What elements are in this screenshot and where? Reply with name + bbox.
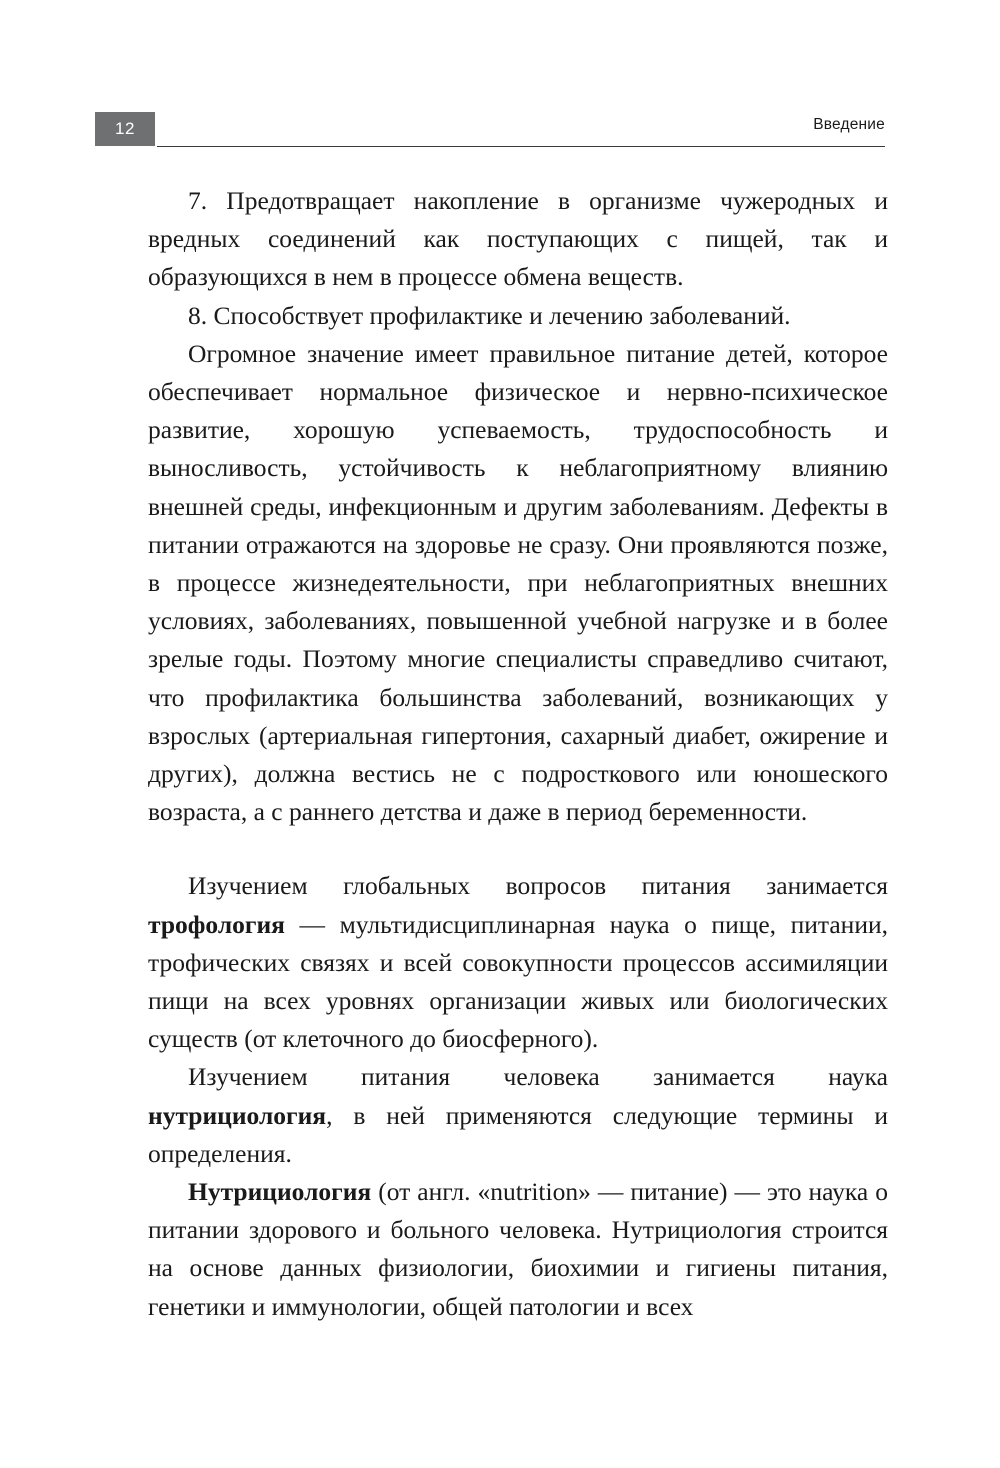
nutriciology-intro-text-2: , в ней применяются следующие термины и определения. xyxy=(148,1100,888,1168)
term-nutriciology-definition: Нутрициология xyxy=(188,1177,372,1207)
paragraph-7: 7. Предотвращает накопление в организме чужеродных и вредных соединений как поступающих с пищей, так и образующихся в нем в процессе обмена веществ. xyxy=(148,186,888,292)
header-divider xyxy=(157,146,885,147)
term-nutriciology-inline: нутрициология xyxy=(148,1100,327,1130)
paragraph-nutriciology-intro xyxy=(148,1058,888,1173)
paragraph-trophology xyxy=(148,867,888,1058)
paragraph-nutriciology-definition xyxy=(148,1173,888,1326)
paragraph-spacer xyxy=(148,831,888,867)
nutriciology-intro-text-1: Изучением питания человека занимается наука xyxy=(188,1062,888,1092)
term-trophology: трофология xyxy=(148,909,285,939)
page-content xyxy=(148,182,888,1326)
nutriciology-definition-text: (от англ. «nutrition» — питание) — это наука о питании здорового и больного человека. Нутрициология строится на основе данных физиологии, биохимии и гигиены питания, генетики и иммунологии, общей патологии и всех xyxy=(148,1177,888,1321)
trophology-text-2: — мультидисциплинарная наука о пище, питании, трофических связях и всей совокупности процессов ассимиляции пищи на всех уровнях организации живых или биологических существ (от клеточного до биосферного). xyxy=(148,909,888,1054)
paragraph-nutrition-children: Огромное значение имеет правильное питание детей, которое обеспечивает нормальное физическое и нервно-психическое развитие, хорошую успеваемость, трудоспособность и выносливость, устойчивость к неблагоприятному влиянию внешней среды, инфекционным и другим заболеваниям. Дефекты в питании отражаются на здоровье не сразу. Они проявляются позже, в процессе жизнедеятельности, при неблагоприятных внешних условиях, заболеваниях, повышенной учебной нагрузке и в более зрелые годы. Поэтому многие специалисты справедливо считают, что профилактика большинства заболеваний, возникающих у взрослых (артериальная гипертония, сахарный диабет, ожирение и других), должна вестись не с подросткового или юношеского возраста, а с раннего детства и даже в период беременности. xyxy=(148,338,888,827)
paragraph-8: 8. Способствует профилактике и лечению заболеваний. xyxy=(188,300,791,330)
page-header xyxy=(95,112,885,152)
page-number-badge: 12 xyxy=(95,112,155,146)
header-section-title: Введение xyxy=(813,116,885,133)
trophology-text-1: Изучением глобальных вопросов питания занимается xyxy=(188,871,888,901)
